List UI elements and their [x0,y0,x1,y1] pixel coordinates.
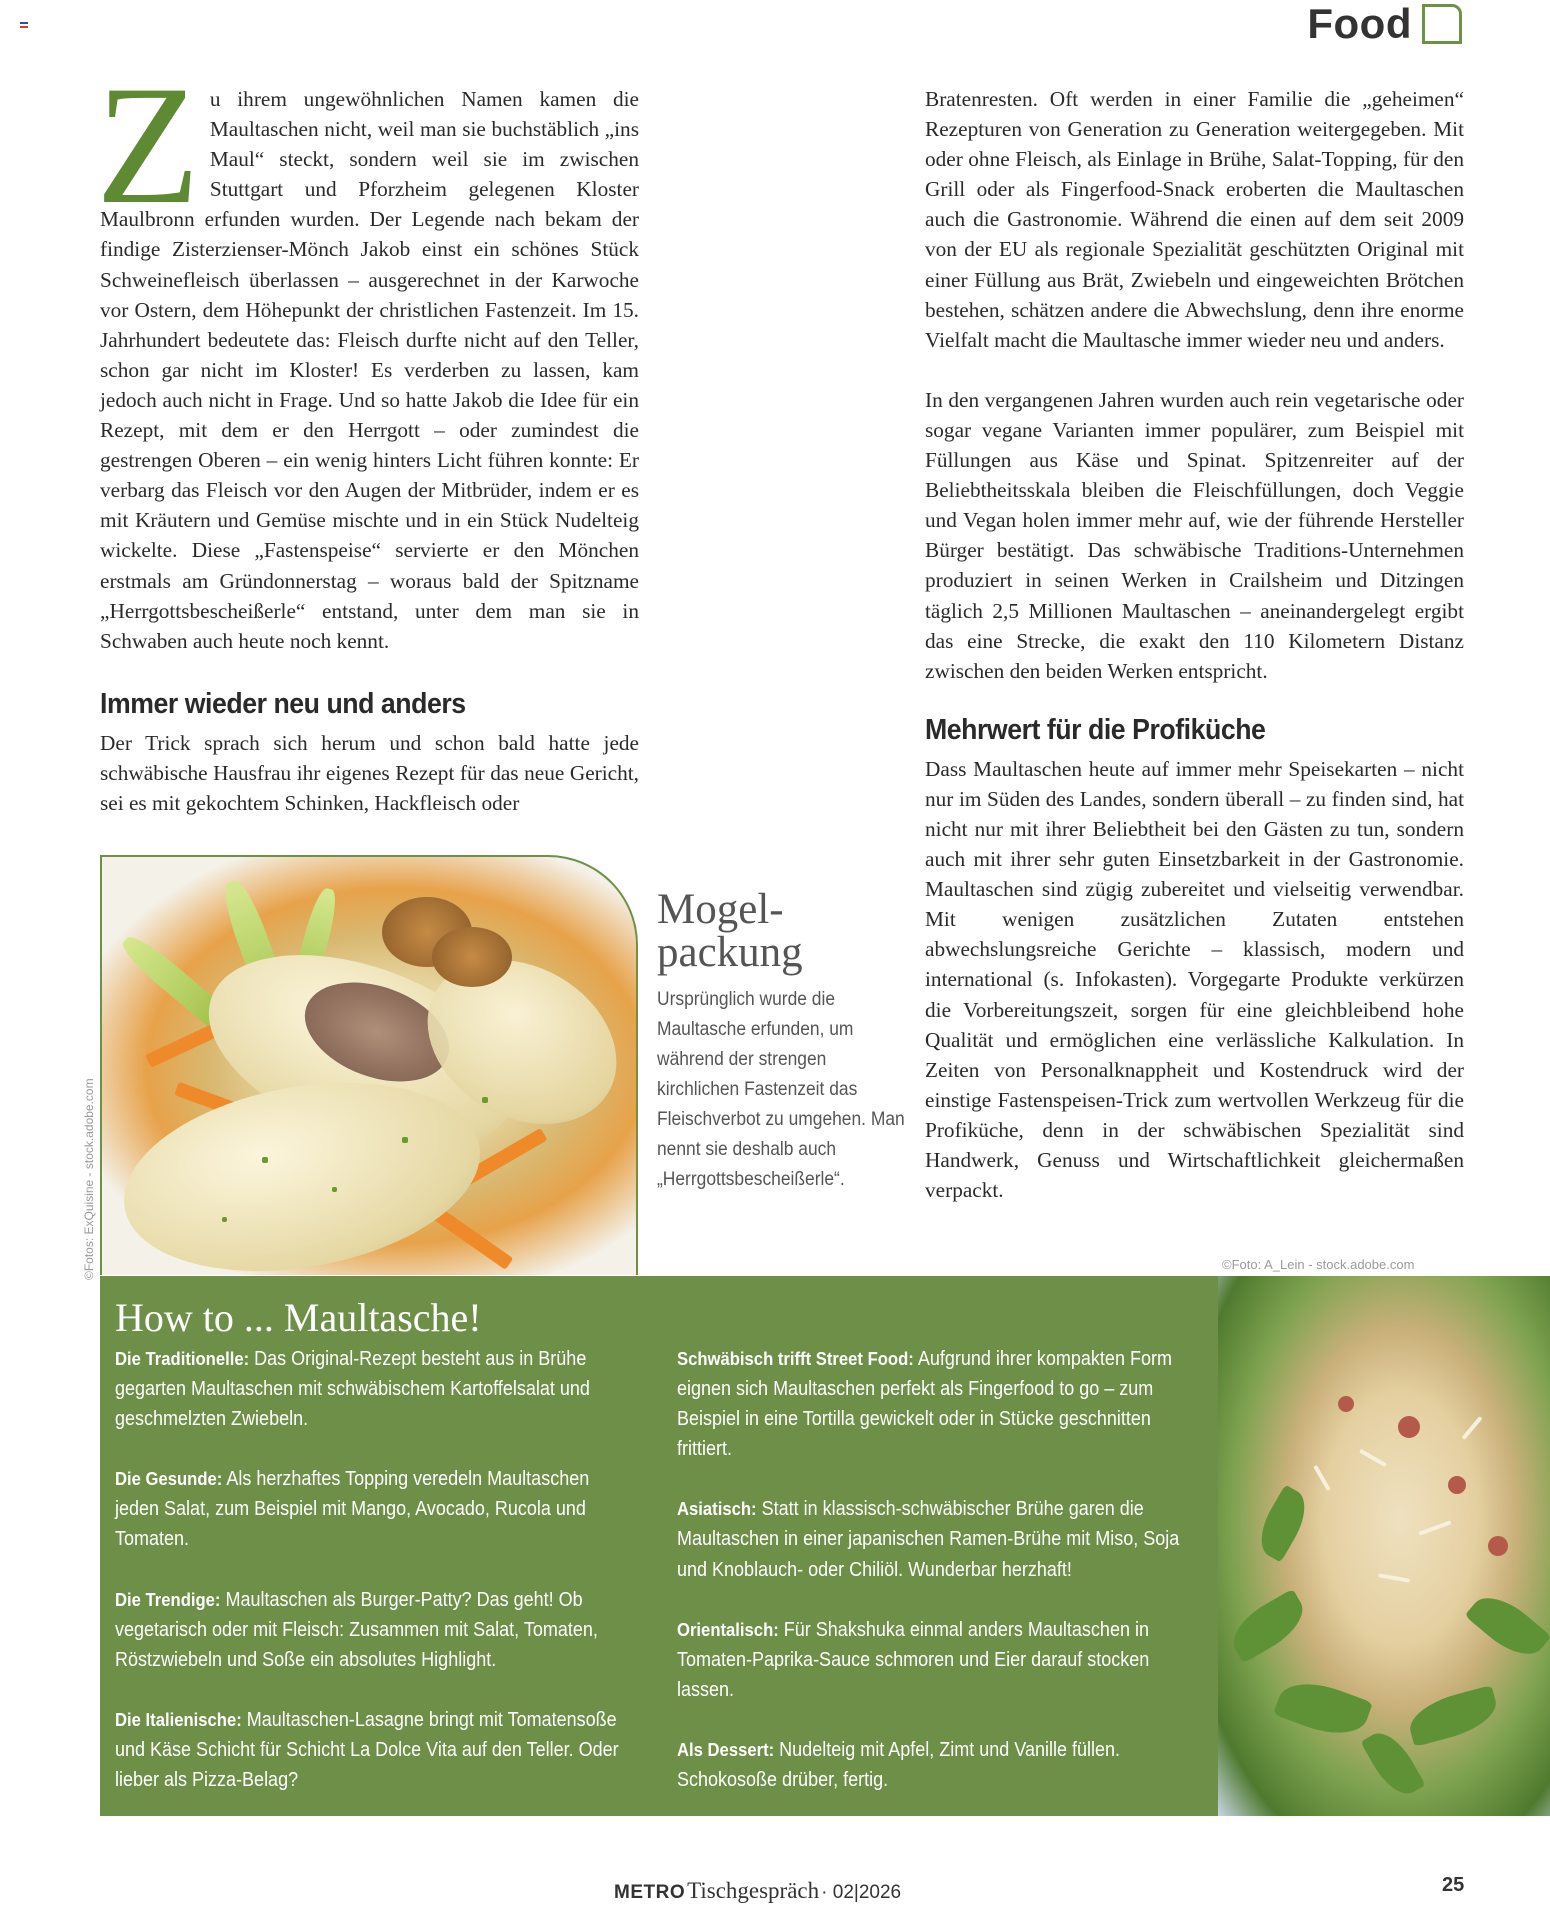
salad-photo [1218,1276,1550,1816]
sidebar-mogelpackung [657,888,907,1194]
howto-item: Als Dessert: Nudelteig mit Apfel, Zimt und Vanille füllen. Schokosoße drüber, fertig. [677,1738,1121,1792]
heading-immer-wieder: Immer wieder neu und anders [100,687,466,720]
article-paragraph: Dass Maultaschen heute auf immer mehr Speisekarten – nicht nur im Süden des Landes, sondern überall – zu finden sind, hat nicht nur mit ihrer Beliebtheit bei den Gästen zu tun, sondern auch mit ihrer sehr guten Einsetzbarkeit in der Gastronomie. Maultaschen sind zügig zubereitet und vielseitig verwendbar. Mit wenigen zusätzlichen Zutaten entstehen abwechslungsreiche Gerichte – klassisch, modern und international (s. Infokasten). Vorgegarte Produkte verkürzen die Vorbereitungszeit, sorgen für eine gleichbleibend hohe Qualität und ermöglichen eine verlässliche Kalkulation. In Zeiten von Personalknappheit und Kostendruck wird der einstige Fastenspeisen-Trick zum wertvollen Werkzeug für die Profiküche, denn in der schwäbischen Spezialität sind Handwerk, Genuss und Wirtschaftlichkeit gleichermaßen verpackt. [925,756,1464,1203]
sidebar-text: Ursprünglich wurde die Maultasche erfunden, um während der strengen kirchlichen Fastenzeit das Fleischverbot zu umgehen. Man nennt sie deshalb auch „Herrgottsbescheißerle“. [657,988,905,1190]
maultaschen-photo [100,855,638,1275]
photo-credit-1: ©Fotos: ExQuisine - stock.adobe.com [82,1078,96,1280]
sidebar-title-line2: packung [657,929,803,976]
howto-box [100,1276,1218,1816]
dropcap: Z [96,51,200,239]
footer-brand: METRO [614,1882,686,1903]
sidebar-title [657,888,907,974]
howto-item: Orientalisch: Für Shakshuka einmal anders Maultaschen in Tomaten-Paprika-Sauce schmoren und Eier darauf stocken lassen. [677,1618,1150,1701]
article-paragraph: In den vergangenen Jahren wurden auch rein vegetarische oder sogar vegane Varianten immer populärer, zum Beispiel mit Füllungen aus Käse und Spinat. Spitzenreiter auf der Beliebtheitsskala bleiben die Fleischfüllungen, doch Veggie und Vegan holen immer mehr auf, wie der führende Hersteller Bürger bestätigt. Das schwäbische Traditions-Unternehmen produziert in seinen Werken in Crailsheim und Ditzingen täglich 2,5 Millionen Maultaschen – aneinandergelegt ergibt das eine Strecke, die exakt den 110 Kilometern Distanz zwischen den beiden Werken entspricht. [925,387,1464,683]
section-header [1307,0,1462,48]
footer [614,1878,901,1904]
howto-left-column [115,1344,619,1825]
article-left-column [96,51,639,848]
flag-icon [20,22,28,28]
heading-mehrwert: Mehrwert für die Profiküche [925,713,1266,746]
article-paragraph: Bratenresten. Oft werden in einer Familie die „geheimen“ Rezepturen von Generation zu Generation weitergegeben. Mit oder ohne Fleisch, als Einlage in Brühe, Salat-Topping, für den Grill oder als Fingerfood-Snack eroberten die Maultaschen auch die Gastronomie. Während die einen auf dem seit 2009 von der EU als regionale Spezialität geschützten Original mit einer Füllung aus Brät, Zwiebeln und eingeweichten Brötchen bestehen, schätzen andere die Abwechslung, denn ihre enorme Vielfalt macht die Maultasche immer wieder neu und anders. [925,87,1464,352]
footer-issue: · 02|2026 [821,1882,902,1903]
footer-magazine: Tischgespräch [687,1878,820,1903]
howto-item: Die Trendige: Maultaschen als Burger-Patty? Das geht! Ob vegetarisch oder mit Fleisch: Zusammen mit Salat, Tomaten, Röstzwiebeln und Soße ein absolutes Highlight. [115,1588,598,1671]
sidebar-title-line1: Mogel- [657,886,784,933]
howto-item: Die Gesunde: Als herzhaftes Topping veredeln Maultaschen jeden Salat, zum Beispiel mit Mango, Avocado, Rucola und Tomaten. [115,1468,590,1551]
intro-text: u ihrem ungewöhnlichen Namen kamen die Maultaschen nicht, weil man sie buchstäblich „ins Maul“ steckt, sondern weil sie im zwischen Stuttgart und Pforzheim gelegenen Kloster Maulbronn erfunden wurden. Der Legende nach bekam der findige Zisterzienser-Mönch Jakob einst ein schönes Stück Schweinefleisch überlassen – ausgerechnet in der Karwoche vor Ostern, dem Höhepunkt der christlichen Fastenzeit. Im 15. Jahrhundert bedeutete das: Fleisch durfte nicht auf den Teller, schon gar nicht im Kloster! Es verderben zu lassen, kam jedoch auch nicht in Frage. Und so hatte Jakob die Idee für ein Rezept, mit dem er den Herrgott – oder zumindest die gestrengen Oberen – ein wenig hinters Licht führen konnte: Er verbarg das Fleisch vor den Augen der Mitbrüder, indem er es mit Kräutern und Gemüse mischte und in ein Stück Nudelteig wickelte. Diese „Fastenspeise“ servierte er den Mönchen erstmals am Gründonnerstag – woraus bald der Spitzname „Herrgottsbescheißerle“ entstand, unter dem man sie in Schwaben auch heute noch kennt. [100,87,639,653]
article-right-column [925,84,1464,1235]
howto-item: Schwäbisch trifft Street Food: Aufgrund ihrer kompakten Form eignen sich Maultaschen perfekt als Fingerfood to go – zum Beispiel in eine Tortilla gewickelt oder in Stücke geschnitten frittiert. [677,1348,1172,1461]
section-tab-icon [1422,4,1462,44]
page-number: 25 [1442,1874,1465,1896]
article-paragraph: Der Trick sprach sich herum und schon bald hatte jede schwäbische Hausfrau ihr eigenes Rezept für das neue Gericht, sei es mit gekochtem Schinken, Hackfleisch oder [100,730,639,815]
howto-item: Die Traditionelle: Das Original-Rezept besteht aus in Brühe gegarten Maultaschen mit schwäbischem Kartoffelsalat und geschmelzten Zwiebeln. [115,1348,590,1431]
howto-item: Die Italienische: Maultaschen-Lasagne bringt mit Tomatensoße und Käse Schicht für Schicht La Dolce Vita auf den Teller. Oder lieber als Pizza-Belag? [115,1708,619,1792]
photo-credit-2: ©Foto: A_Lein - stock.adobe.com [1222,1257,1415,1272]
article-intro-paragraph [96,51,639,656]
section-title: Food [1307,0,1412,47]
howto-right-column [677,1344,1181,1825]
howto-item: Asiatisch: Statt in klassisch-schwäbischer Brühe garen die Maultaschen in einer japanischen Ramen-Brühe mit Miso, Soja und Knoblauch- oder Chiliöl. Wunderbar herzhaft! [677,1498,1180,1581]
howto-title: How to ... Maultasche! [115,1295,482,1340]
